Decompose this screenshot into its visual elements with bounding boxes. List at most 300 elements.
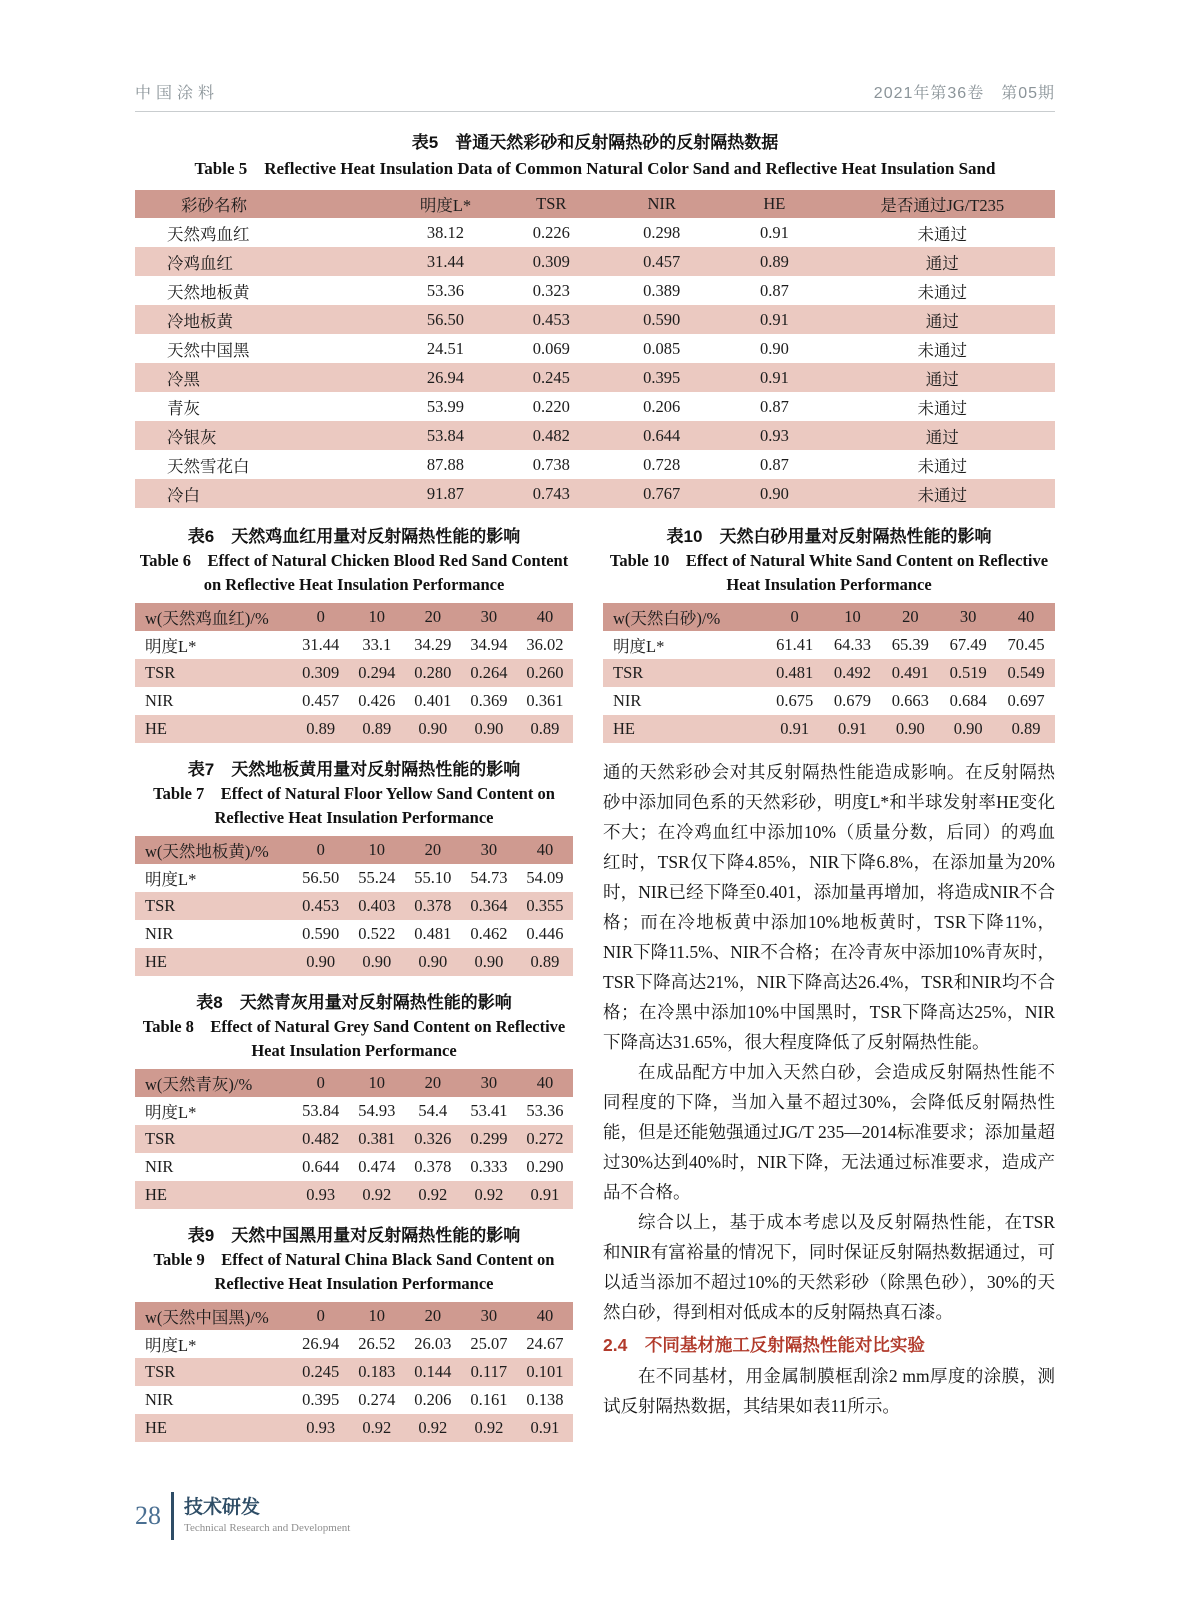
table-cell: 31.44 <box>393 247 499 276</box>
table-cell: 0.474 <box>358 1157 396 1176</box>
table-cell: 0.91 <box>517 1414 573 1442</box>
column-header: w(天然鸡血红)/% <box>135 603 293 631</box>
table-cell: 0.93 <box>719 421 829 450</box>
table-cell: 0.590 <box>302 924 340 943</box>
table-cell: 0.93 <box>293 1414 349 1442</box>
table-cell: 0.89 <box>517 948 573 976</box>
table-cell: 0.87 <box>759 280 789 300</box>
table10-title-en: Table 10 Effect of Natural White Sand Content on Reflective Heat Insulation Performance <box>609 551 1049 594</box>
table-cell: 明度L* <box>613 637 665 656</box>
table-cell: 0.272 <box>517 1125 573 1153</box>
table-cell: 冷黑 <box>135 363 393 392</box>
table-cell: NIR <box>145 924 174 943</box>
table-cell: 0.378 <box>414 1157 452 1176</box>
table-cell: 54.93 <box>358 1101 396 1120</box>
column-header: w(天然地板黄)/% <box>135 836 293 864</box>
header-row <box>135 1302 573 1330</box>
table-row <box>135 948 573 976</box>
table-cell: 0.395 <box>604 363 719 392</box>
table-cell: 0.663 <box>891 691 929 710</box>
table-row <box>135 276 1055 305</box>
table-row <box>603 659 1055 687</box>
table-cell: 53.84 <box>393 421 499 450</box>
table7-block <box>135 757 573 976</box>
table-cell: TSR <box>135 659 293 687</box>
table-cell: 91.87 <box>393 479 499 508</box>
column-header: 0 <box>293 603 349 631</box>
table-cell: HE <box>603 715 766 743</box>
table-cell: 87.88 <box>426 454 465 474</box>
table-cell: 0.309 <box>498 247 604 276</box>
table-cell: 26.52 <box>358 1334 396 1353</box>
table-row <box>135 218 1055 247</box>
table-cell: 0.743 <box>498 479 604 508</box>
column-header: 20 <box>405 1302 461 1330</box>
table-cell: 未通过 <box>917 340 968 360</box>
page-footer <box>135 1492 350 1540</box>
header-row <box>135 603 573 631</box>
table-cell: 0.92 <box>349 1181 405 1209</box>
body-text <box>603 757 1055 1421</box>
table-cell: 0.101 <box>517 1358 573 1386</box>
table-cell: 天然雪花白 <box>167 456 250 476</box>
table9-block <box>135 1223 573 1442</box>
table-cell: 0.299 <box>461 1125 517 1153</box>
table-cell: 0.492 <box>824 659 882 687</box>
table-row <box>135 1358 573 1386</box>
table-row <box>603 631 1055 659</box>
table-cell: 通过 <box>830 363 1055 392</box>
table8-container <box>135 1069 573 1209</box>
table-cell: 0.90 <box>405 715 461 743</box>
table-cell: 0.138 <box>526 1390 564 1409</box>
table-cell: 0.675 <box>776 691 814 710</box>
column-header: 40 <box>517 1069 573 1097</box>
table-cell: 0.309 <box>293 659 349 687</box>
column-header: 10 <box>349 836 405 864</box>
table-cell: 0.446 <box>526 924 564 943</box>
column-header: 30 <box>461 1302 517 1330</box>
table-row <box>135 392 1055 421</box>
table-cell: 0.274 <box>358 1390 396 1409</box>
table-cell: HE <box>135 948 293 976</box>
table-cell: 冷地板黄 <box>135 305 393 334</box>
table-cell: 34.94 <box>470 635 508 654</box>
table-cell: 通过 <box>830 305 1055 334</box>
table-cell: 冷银灰 <box>135 421 393 450</box>
footer-section <box>184 1496 350 1536</box>
table6-block <box>135 524 573 743</box>
table10-block <box>603 524 1055 743</box>
table-row <box>135 363 1055 392</box>
table-cell: 0.767 <box>604 479 719 508</box>
table-cell: 0.644 <box>302 1157 340 1176</box>
table10-container <box>603 603 1055 743</box>
table-cell: 0.89 <box>293 715 349 743</box>
table-cell: 0.481 <box>414 924 452 943</box>
issue-info: 2021年第36卷 第05期 <box>873 85 1055 102</box>
table-cell: 0.90 <box>939 715 997 743</box>
table-cell: 24.51 <box>426 338 465 358</box>
table9-title-zh: 表9 天然中国黑用量对反射隔热性能的影响 <box>187 1226 521 1245</box>
table-cell: 0.426 <box>358 691 396 710</box>
footer-section-en: Technical Research and Development <box>184 1522 351 1534</box>
table-cell: 0.644 <box>604 421 719 450</box>
column-header: NIR <box>604 190 719 218</box>
table-cell: 0.87 <box>759 396 789 416</box>
column-header: 20 <box>405 1069 461 1097</box>
table-cell: NIR <box>145 1157 174 1176</box>
table-cell: 冷鸡血红 <box>135 247 393 276</box>
table-cell: 0.453 <box>498 305 604 334</box>
header-row <box>603 603 1055 631</box>
running-head <box>135 80 1055 112</box>
table-cell: 56.50 <box>302 868 340 887</box>
table7-container <box>135 836 573 976</box>
table-cell: 0.280 <box>405 659 461 687</box>
table-cell: 0.90 <box>881 715 939 743</box>
table-cell: TSR <box>135 1125 293 1153</box>
table10 <box>603 603 1055 743</box>
table-cell: 53.41 <box>470 1101 508 1120</box>
table-row <box>135 450 1055 479</box>
table-cell: TSR <box>603 659 766 687</box>
table-cell: 0.378 <box>405 892 461 920</box>
table5-title-zh: 表5 普通天然彩砂和反射隔热砂的反射隔热数据 <box>411 133 779 152</box>
table-cell: 0.91 <box>517 1181 573 1209</box>
table-cell: 0.117 <box>461 1358 517 1386</box>
paragraph-4: 在不同基材，用金属制膜框刮涂2 mm厚度的涂膜，测试反射隔热数据，其结果如表11所示。 <box>603 1366 1055 1416</box>
table-cell: 0.369 <box>470 691 508 710</box>
column-header: 彩砂名称 <box>135 190 393 218</box>
paragraph-1: 通的天然彩砂会对其反射隔热性能造成影响。在反射隔热砂中添加同色系的天然彩砂，明度L*和半球发射率HE变化不大；在冷鸡血红中添加10%（质量分数，后同）的鸡血红时，TSR仅下降4.85%，NIR下降6.8%，在添加量为20%时，NIR已经下降至0.401，添加量再增加，将造成NIR不合格；而在冷地板黄中添加10%地板黄时，TSR下降11%，NIR下降11.5%、NIR不合格；在冷青灰中添加10%青灰时，TSR下降高达21%，NIR下降高达26.4%，TSR和NIR均不合格；在冷黑中添加10%中国黑时，TSR下降高达25%，NIR下降高达31.65%，很大程度降低了反射隔热性能。 <box>603 762 1055 1052</box>
column-header: 0 <box>766 603 824 631</box>
left-column <box>135 524 573 1456</box>
table-cell: 0.90 <box>461 948 517 976</box>
table-cell: 0.92 <box>405 1414 461 1442</box>
table8 <box>135 1069 573 1209</box>
column-header: 40 <box>517 836 573 864</box>
table-cell: 0.89 <box>349 715 405 743</box>
table-cell: 0.728 <box>643 454 681 474</box>
table-cell: 0.87 <box>759 454 789 474</box>
column-header: 明度L* <box>393 190 499 218</box>
column-header: 0 <box>293 1302 349 1330</box>
column-header: w(天然白砂)/% <box>603 603 766 631</box>
table-cell: 0.457 <box>604 247 719 276</box>
table-cell: 0.92 <box>461 1414 517 1442</box>
table-cell: 0.679 <box>833 691 872 710</box>
table-cell: 0.389 <box>643 280 681 300</box>
table-cell: 0.92 <box>461 1181 517 1209</box>
table-cell: 0.395 <box>302 1390 340 1409</box>
header-row <box>135 190 1055 218</box>
table-cell: 0.381 <box>349 1125 405 1153</box>
table-cell: 天然中国黑 <box>167 340 250 360</box>
table-cell: 0.355 <box>517 892 573 920</box>
table-cell: 61.41 <box>776 635 814 654</box>
table-cell: 24.67 <box>526 1334 564 1353</box>
table-cell: 0.245 <box>498 363 604 392</box>
table-cell: 0.90 <box>719 479 829 508</box>
table9 <box>135 1302 573 1442</box>
table-cell: 0.206 <box>643 396 681 416</box>
table6-title-en: Table 6 Effect of Natural Chicken Blood Red Sand Content on Reflective Heat Insulation Performance <box>139 551 569 594</box>
table-cell: 53.84 <box>302 1101 340 1120</box>
table-cell: HE <box>135 1181 293 1209</box>
table-cell: 0.91 <box>766 715 824 743</box>
table-cell: 0.91 <box>719 363 829 392</box>
paragraph-3: 综合以上，基于成本考虑以及反射隔热性能，在TSR和NIR有富裕量的情况下，同时保证反射隔热数据通过，可以适当添加不超过10%的天然彩砂（除黑色砂），30%的天然白砂，得到相对低成本的反射隔热真石漆。 <box>603 1212 1055 1322</box>
table-row <box>135 1181 573 1209</box>
table-row <box>135 659 573 687</box>
table-cell: 0.519 <box>939 659 997 687</box>
table-cell: 未通过 <box>917 282 968 302</box>
table9-title-en: Table 9 Effect of Natural China Black Sand Content on Reflective Heat Insulation Performance <box>153 1250 555 1293</box>
table-cell: 53.99 <box>426 396 465 416</box>
table-cell: 26.03 <box>414 1334 452 1353</box>
column-header: 是否通过JG/T235 <box>830 190 1055 218</box>
table10-title-zh: 表10 天然白砂用量对反射隔热性能的影响 <box>666 527 992 546</box>
table-cell: 0.220 <box>532 396 570 416</box>
table5-titles <box>135 130 1055 182</box>
table-cell: 55.24 <box>358 868 396 887</box>
table-cell: 56.50 <box>393 305 499 334</box>
table-cell: 0.92 <box>405 1181 461 1209</box>
table-cell: 0.549 <box>997 659 1055 687</box>
table-row <box>135 715 573 743</box>
table-row <box>135 1330 573 1358</box>
table-row <box>603 687 1055 715</box>
column-header: 40 <box>517 603 573 631</box>
table-cell: 64.33 <box>833 635 872 654</box>
column-header: w(天然青灰)/% <box>135 1069 293 1097</box>
table-cell: 0.333 <box>470 1157 508 1176</box>
table-cell: 38.12 <box>426 222 465 242</box>
table-cell: 53.36 <box>526 1101 564 1120</box>
column-header: 10 <box>349 603 405 631</box>
table-row <box>135 864 573 892</box>
two-column-area <box>135 524 1055 1456</box>
table-cell: 54.09 <box>526 868 564 887</box>
page-number: 28 <box>135 1501 161 1530</box>
table-cell: 0.323 <box>532 280 570 300</box>
column-header: HE <box>719 190 829 218</box>
table6 <box>135 603 573 743</box>
table6-container <box>135 603 573 743</box>
table-cell: 55.10 <box>414 868 452 887</box>
table-cell: 0.457 <box>302 691 340 710</box>
table6-title-zh: 表6 天然鸡血红用量对反射隔热性能的影响 <box>187 527 521 546</box>
table5-container <box>135 190 1055 508</box>
table-cell: 冷白 <box>135 479 393 508</box>
table-cell: 0.697 <box>1007 691 1045 710</box>
table-cell: 0.522 <box>358 924 396 943</box>
table-cell: NIR <box>145 691 174 710</box>
footer-section-zh: 技术研发 <box>184 1497 261 1518</box>
table-cell: 0.361 <box>526 691 564 710</box>
table-cell: 0.91 <box>824 715 882 743</box>
table5-block <box>135 130 1055 508</box>
table-cell: 0.403 <box>349 892 405 920</box>
column-header: 20 <box>405 836 461 864</box>
table-cell: 0.144 <box>405 1358 461 1386</box>
table-cell: 53.36 <box>426 280 465 300</box>
table-cell: 31.44 <box>302 635 340 654</box>
table-cell: 未通过 <box>830 479 1055 508</box>
table-cell: 未通过 <box>917 456 968 476</box>
table-cell: 青灰 <box>167 398 200 418</box>
table-cell: 明度L* <box>145 1103 197 1122</box>
column-header: 10 <box>349 1069 405 1097</box>
table8-block <box>135 990 573 1209</box>
table-row <box>135 334 1055 363</box>
column-header: 20 <box>881 603 939 631</box>
table-cell: 65.39 <box>891 635 929 654</box>
column-header: 0 <box>293 836 349 864</box>
table-row <box>135 421 1055 450</box>
table-cell: 明度L* <box>145 870 197 889</box>
table-cell: 天然地板黄 <box>167 282 250 302</box>
table-cell: 0.91 <box>719 305 829 334</box>
table-cell: 0.085 <box>643 338 681 358</box>
table-cell: NIR <box>613 691 642 710</box>
table-row <box>135 920 573 948</box>
table-cell: 未通过 <box>917 224 968 244</box>
table-cell: NIR <box>145 1390 174 1409</box>
table-cell: 0.069 <box>532 338 570 358</box>
column-header: 40 <box>517 1302 573 1330</box>
table-cell: 34.29 <box>414 635 452 654</box>
table8-title-en: Table 8 Effect of Natural Grey Sand Content on Reflective Heat Insulation Performance <box>142 1017 566 1060</box>
table-row <box>603 715 1055 743</box>
table-row <box>135 1414 573 1442</box>
column-header: w(天然中国黑)/% <box>135 1302 293 1330</box>
table-cell: 0.226 <box>532 222 570 242</box>
table-cell: 0.738 <box>532 454 570 474</box>
header-row <box>135 836 573 864</box>
column-header: 30 <box>461 603 517 631</box>
column-header: 0 <box>293 1069 349 1097</box>
table-cell: 0.264 <box>461 659 517 687</box>
table-cell: 0.90 <box>405 948 461 976</box>
table-cell: 0.91 <box>759 222 789 242</box>
table-cell: HE <box>135 1414 293 1442</box>
table-cell: 0.462 <box>470 924 508 943</box>
table9-container <box>135 1302 573 1442</box>
table-cell: 0.89 <box>517 715 573 743</box>
table-cell: 0.90 <box>461 715 517 743</box>
table-cell: 0.206 <box>414 1390 452 1409</box>
table-cell: 0.290 <box>526 1157 564 1176</box>
paragraph-2: 在成品配方中加入天然白砂，会造成反射隔热性能不同程度的下降，当加入量不超过30%，会降低反射隔热性能，但是还能勉强通过JG/T 235—2014标准要求；添加量超过30%达到40%时，NIR下降，无法通过标准要求，造成产品不合格。 <box>603 1062 1055 1202</box>
table-cell: 0.453 <box>293 892 349 920</box>
table-cell: 0.482 <box>293 1125 349 1153</box>
table-cell: 0.90 <box>293 948 349 976</box>
table-cell: 天然鸡血红 <box>167 224 250 244</box>
table-cell: 0.92 <box>349 1414 405 1442</box>
table-cell: 0.298 <box>643 222 681 242</box>
journal-name: 中国涂料 <box>135 85 220 102</box>
page-content <box>135 80 1055 1456</box>
column-header: 10 <box>824 603 882 631</box>
column-header: 10 <box>349 1302 405 1330</box>
footer-divider <box>171 1492 174 1540</box>
column-header: 40 <box>997 603 1055 631</box>
table-cell: 54.73 <box>470 868 508 887</box>
table-cell: 0.590 <box>604 305 719 334</box>
table-cell: HE <box>135 715 293 743</box>
column-header: 30 <box>939 603 997 631</box>
table-cell: 0.401 <box>414 691 452 710</box>
table-cell: TSR <box>135 1358 293 1386</box>
table-cell: 26.94 <box>393 363 499 392</box>
table-row <box>135 892 573 920</box>
table-cell: 0.90 <box>349 948 405 976</box>
table-cell: 未通过 <box>917 398 968 418</box>
table-cell: 25.07 <box>470 1334 508 1353</box>
table7-title-zh: 表7 天然地板黄用量对反射隔热性能的影响 <box>187 760 521 779</box>
table-row <box>135 1153 573 1181</box>
table5-title-en: Table 5 Reflective Heat Insulation Data of Common Natural Color Sand and Reflective Heat Insulation Sand <box>194 159 996 178</box>
column-header: 30 <box>461 836 517 864</box>
table-cell: 0.294 <box>349 659 405 687</box>
column-header: TSR <box>498 190 604 218</box>
table7 <box>135 836 573 976</box>
table-cell: 0.89 <box>997 715 1055 743</box>
table-cell: 通过 <box>830 247 1055 276</box>
table-cell: 通过 <box>830 421 1055 450</box>
table-cell: 0.161 <box>470 1390 508 1409</box>
table-cell: 0.183 <box>349 1358 405 1386</box>
table-row <box>135 247 1055 276</box>
table-row <box>135 305 1055 334</box>
table-row <box>135 631 573 659</box>
column-header: 20 <box>405 603 461 631</box>
table-cell: 70.45 <box>1007 635 1045 654</box>
table-cell: 0.93 <box>293 1181 349 1209</box>
table-cell: 0.90 <box>759 338 789 358</box>
table-row <box>135 1386 573 1414</box>
table-row <box>135 687 573 715</box>
table-row <box>135 479 1055 508</box>
table8-title-zh: 表8 天然青灰用量对反射隔热性能的影响 <box>196 993 512 1012</box>
table-cell: 54.4 <box>418 1101 448 1120</box>
table-cell: 0.482 <box>498 421 604 450</box>
table-cell: 0.364 <box>461 892 517 920</box>
table-cell: TSR <box>135 892 293 920</box>
table-cell: 0.89 <box>719 247 829 276</box>
table-row <box>135 1097 573 1125</box>
table-row <box>135 1125 573 1153</box>
table7-title-en: Table 7 Effect of Natural Floor Yellow Sand Content on Reflective Heat Insulation Performance <box>153 784 555 827</box>
table5 <box>135 190 1055 508</box>
table-cell: 明度L* <box>145 637 197 656</box>
column-header: 30 <box>461 1069 517 1097</box>
header-row <box>135 1069 573 1097</box>
table-cell: 36.02 <box>526 635 564 654</box>
section-heading-2-4: 2.4 不同基材施工反射隔热性能对比实验 <box>603 1335 925 1355</box>
table-cell: 0.481 <box>766 659 824 687</box>
table-cell: 0.245 <box>293 1358 349 1386</box>
table-cell: 0.684 <box>949 691 987 710</box>
table-cell: 26.94 <box>302 1334 340 1353</box>
table-cell: 67.49 <box>949 635 987 654</box>
table-cell: 明度L* <box>145 1336 197 1355</box>
table-cell: 0.326 <box>405 1125 461 1153</box>
table-cell: 0.491 <box>881 659 939 687</box>
table-cell: 0.260 <box>517 659 573 687</box>
